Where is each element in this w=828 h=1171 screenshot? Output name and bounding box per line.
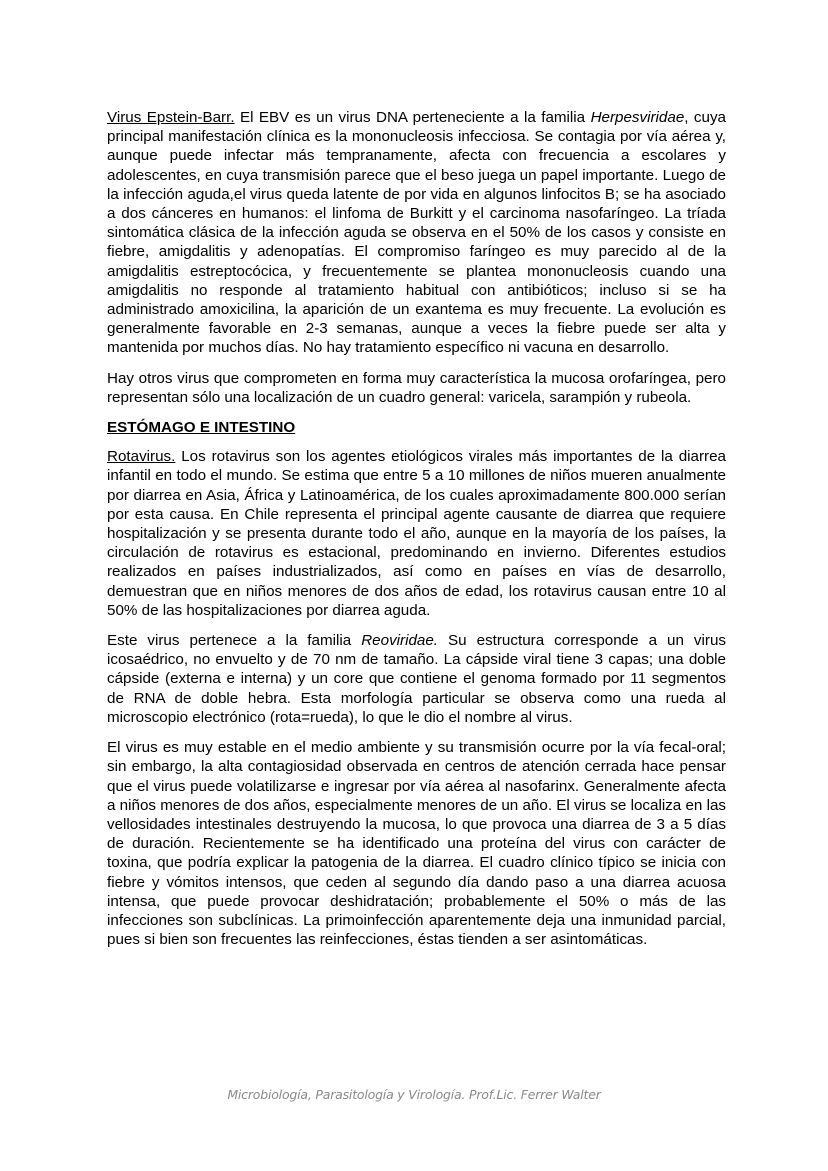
paragraph-epstein-barr xyxy=(107,108,726,358)
paragraph-rotavirus xyxy=(107,447,726,620)
paragraph-other-viruses: Hay otros virus que comprometen en forma muy característica la mucosa orofaríngea, pero representan sólo una localización de un cuadro general: varicela, sarampión y rubeola. xyxy=(107,369,726,406)
page-footer: Microbiología, Parasitología y Virología. Prof.Lic. Ferrer Walter xyxy=(227,1087,601,1102)
ebv-family: Herpesviridae xyxy=(590,109,685,126)
rotavirus-text: Los rotavirus son los agentes etiológicos virales más importantes de la diarrea infantil en todo el mundo. Se estima que entre 5 a 10 millones de niños mueren anualmente por diarrea en Asia, África y Latinoamérica, de los cuales aproximadamente 800.000 serían por esta causa. En Chile representa el principal agente causante de diarrea que requiere hospitalización y se presenta durante todo el año, aunque en la mayoría de los países, la circulación de rotavirus es estacional, predominando en invierno. Diferentes estudios realizados en países industrializados, así como en países en vías de desarrollo, demuestran que en niños menores de dos años de edad, los rotavirus causan entre 10 al 50% de las hospitalizaciones por diarrea aguda. xyxy=(107,448,726,619)
section-heading: ESTÓMAGO E INTESTINO xyxy=(107,419,296,437)
reoviridae-text-1: Este virus pertenece a la familia xyxy=(107,632,362,650)
ebv-text-2: , cuya principal manifestación clínica es la mononucleosis infecciosa. Se contagia por vía aérea y, aunque puede infectar más tempranamente, afecta con frecuencia a escolares y adolescentes, en cuya transmisión parece que el beso juega un papel importante. Luego de la infección aguda,el virus queda latente de por vida en algunos linfocitos B; se ha asociado a dos cánceres en humanos: el linfoma de Burkitt y el carcinoma nasofaríngeo. La tríada sintomática clásica de la infección aguda se observa en el 50% de los casos y consiste en fiebre, amigdalitis y adenopatías. El compromiso faríngeo es muy parecido al de la amigdalitis estreptocócica, y frecuentemente se plantea mononucleosis cuando una amigdalitis no responde al tratamiento habitual con antibióticos; incluso si se ha administrado amoxicilina, la aparición de un exantema es muy frecuente. La evolución es generalmente favorable en 2-3 semanas, aunque a veces la fiebre puede ser alta y mantenida por muchos días. No hay tratamiento específico ni vacuna en desarrollo. xyxy=(107,109,726,357)
ebv-lead: Virus Epstein-Barr. xyxy=(107,109,235,126)
ebv-text-1: El EBV es un virus DNA perteneciente a la familia xyxy=(234,109,591,126)
paragraph-reoviridae xyxy=(107,631,726,727)
reoviridae-text-2: Su estructura corresponde a un virus icosaédrico, no envuelto y de 70 nm de tamaño. La cápside viral tiene 3 capas; una doble cápside (externa e interna) y un core que contiene el genoma formado por 11 segmentos de RNA de doble hebra. Esta morfología particular se observa como una rueda al microscopio electrónico (rota=rueda), lo que le dio el nombre al virus. xyxy=(107,632,726,726)
paragraph-transmission: El virus es muy estable en el medio ambiente y su transmisión ocurre por la vía fecal-oral; sin embargo, la alta contagiosidad observada en centros de atención cerrada hace pensar que el virus puede volatilizarse e ingresar por vía aérea al nasofarinx. Generalmente afecta a niños menores de dos años, especialmente menores de un año. El virus se localiza en las vellosidades intestinales destruyendo la mucosa, lo que provoca una diarrea de 3 a 5 días de duración. Recientemente se ha identificado una proteína del virus con carácter de toxina, que podría explicar la patogenia de la diarrea. El cuadro clínico típico se inicia con fiebre y vómitos intensos, que ceden al segundo día dando paso a una diarrea acuosa intensa, que puede provocar deshidratación; probablemente el 50% o más de las infecciones son subclínicas. La primoinfección aparentemente deja una inmunidad parcial, pues si bien son frecuentes las reinfecciones, éstas tienden a ser asintomáticas. xyxy=(107,739,726,949)
document-body xyxy=(107,108,726,960)
reoviridae-family: Reoviridae. xyxy=(361,632,439,650)
rotavirus-lead: Rotavirus. xyxy=(107,448,176,466)
